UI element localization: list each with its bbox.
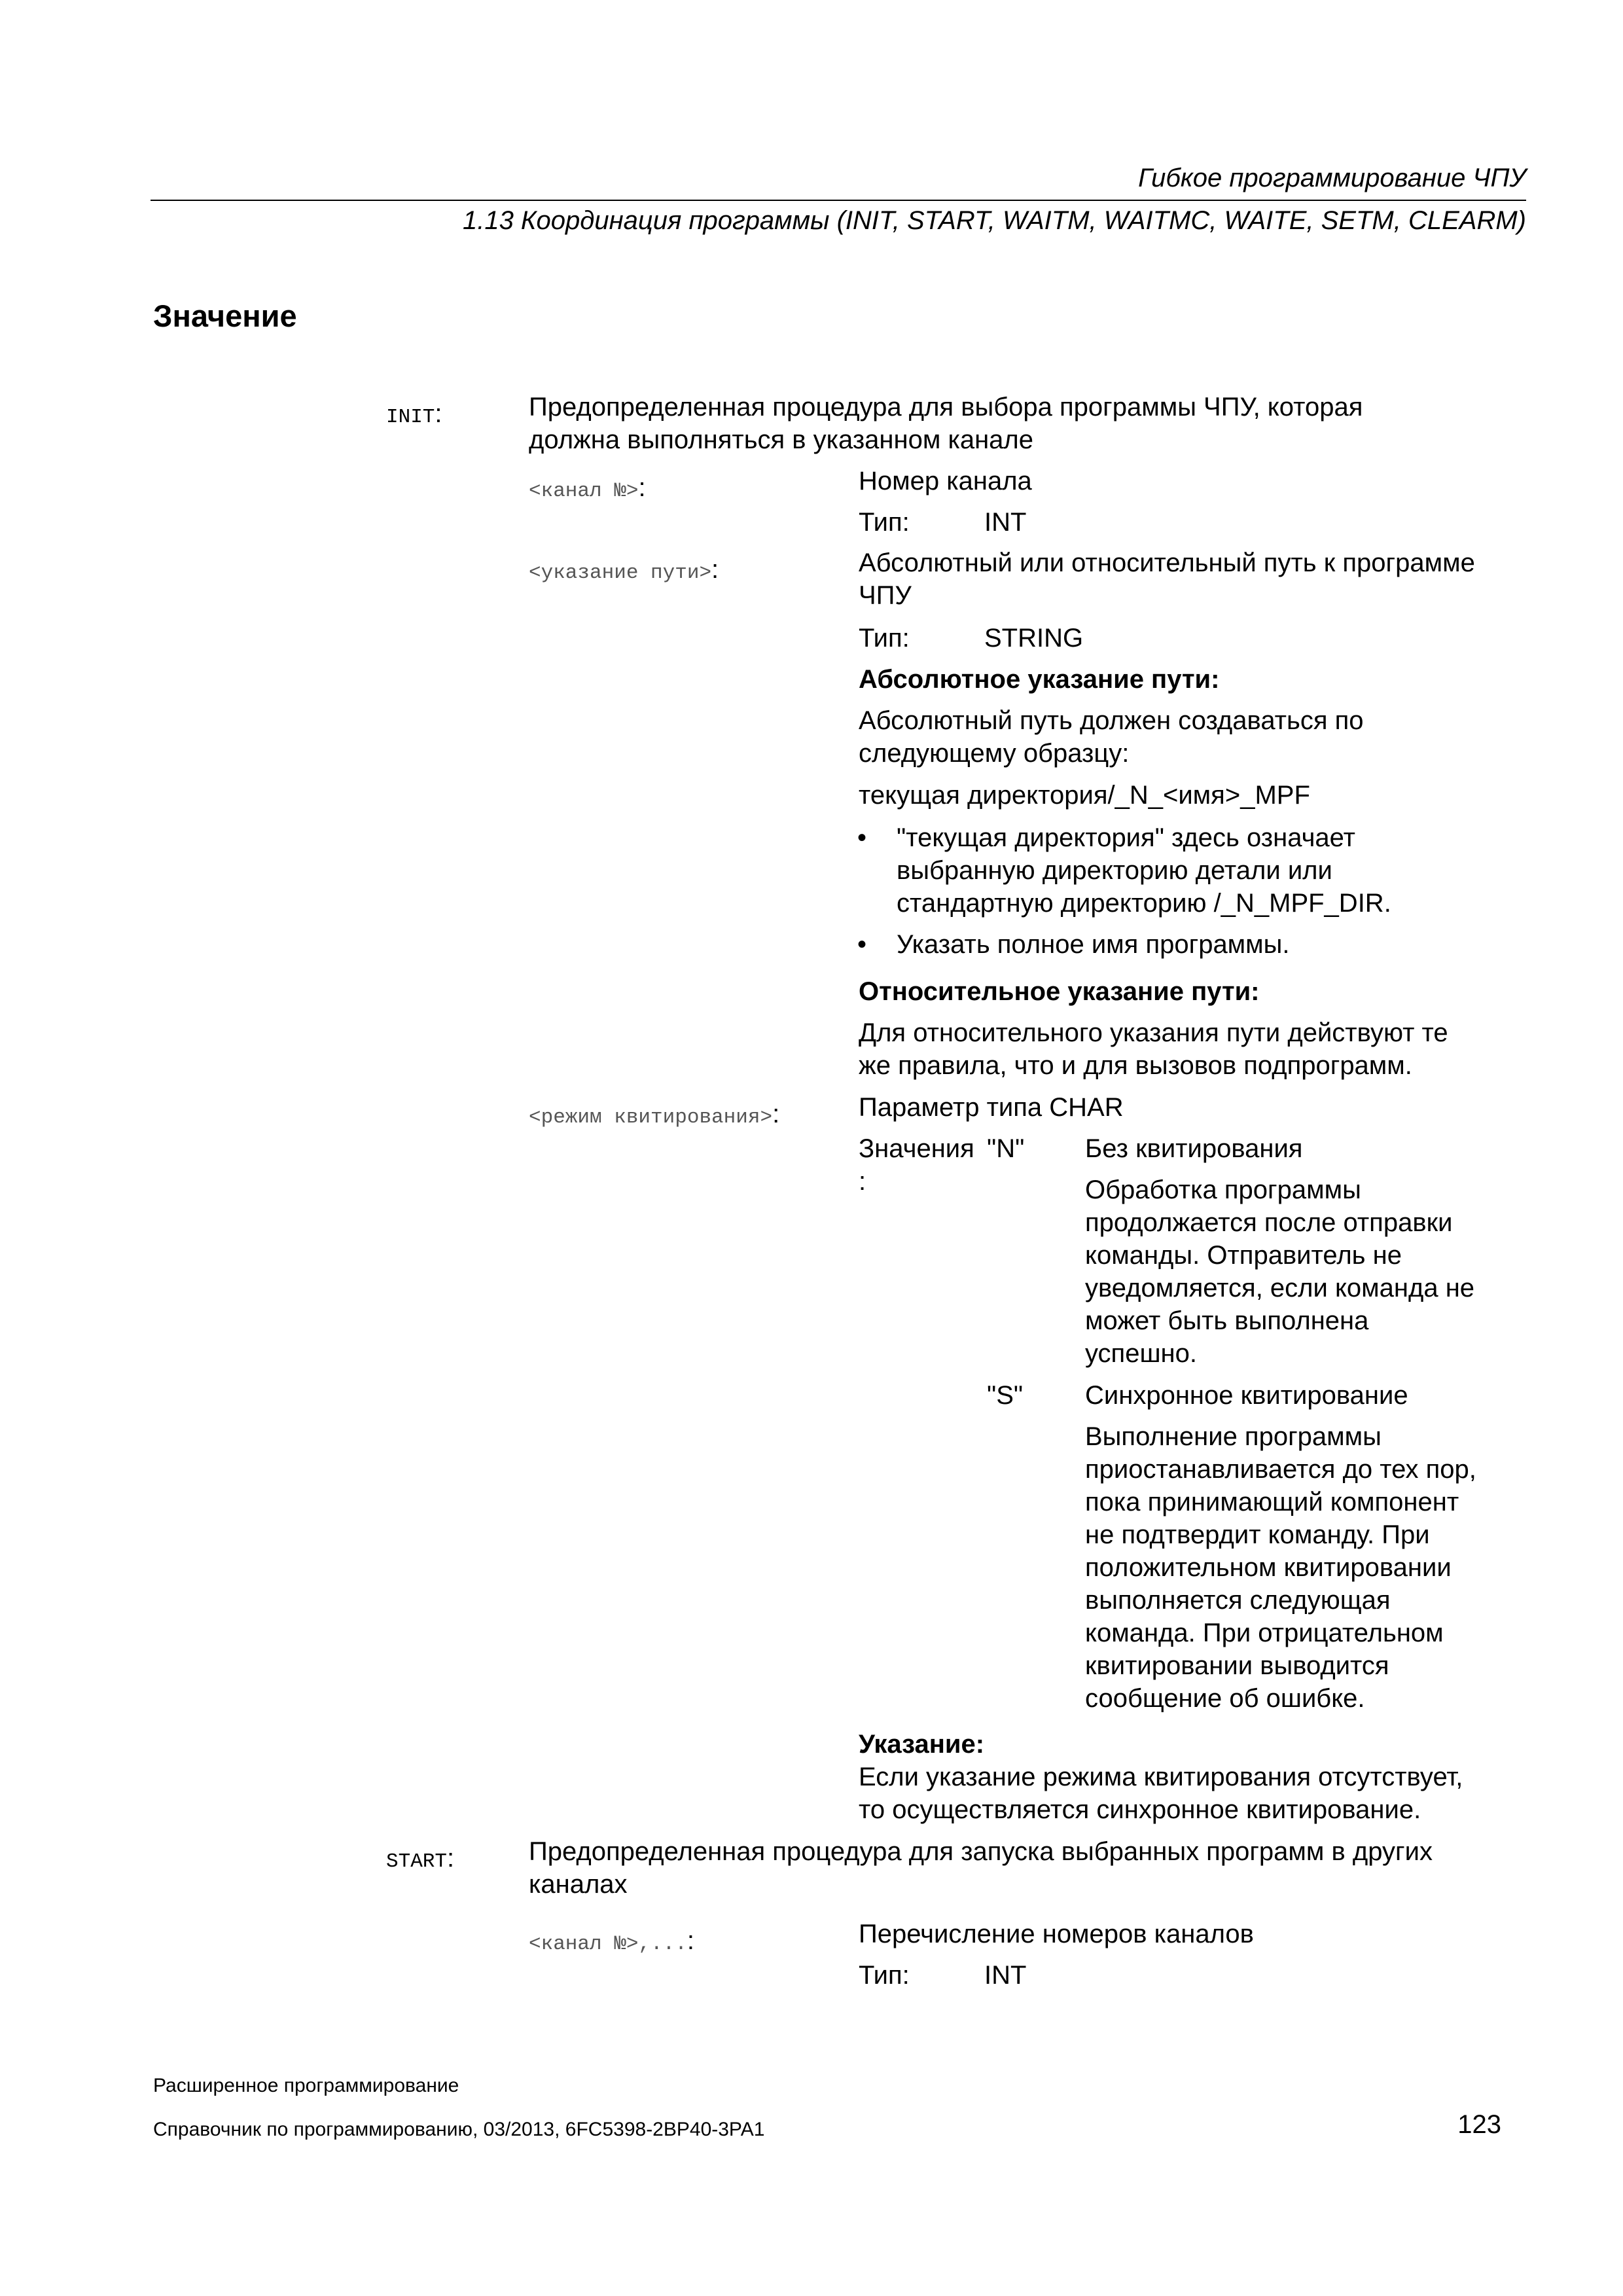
init-desc-line: Предопределенная процедура для выбора программы ЧПУ, которая bbox=[529, 393, 1363, 422]
ack-n-line: команды. Отправитель не bbox=[1085, 1241, 1402, 1270]
ack-s-line: квитировании выводится bbox=[1085, 1651, 1389, 1680]
running-header-section: 1.13 Координация программы (INIT, START, WAITM, WAITMC, WAITE, SETM, CLEARM) bbox=[462, 206, 1526, 235]
path-desc-line: Абсолютный или относительный путь к программе bbox=[859, 548, 1475, 577]
page-number: 123 bbox=[1457, 2110, 1501, 2139]
abs-desc-line: следующему образцу: bbox=[859, 739, 1130, 768]
start-desc-line: каналах bbox=[529, 1870, 628, 1899]
ack-colon: : bbox=[772, 1100, 780, 1128]
abs-path-heading: Абсолютное указание пути: bbox=[859, 665, 1220, 694]
ack-values-colon: : bbox=[859, 1167, 866, 1196]
ack-n-line: продолжается после отправки bbox=[1085, 1208, 1453, 1237]
ack-n-title: Без квитирования bbox=[1085, 1134, 1303, 1163]
rel-desc-line: Для относительного указания пути действуют те bbox=[859, 1018, 1448, 1047]
start-term bbox=[386, 1844, 454, 1873]
path-colon: : bbox=[711, 555, 719, 584]
ack-s-line: Выполнение программы bbox=[1085, 1422, 1382, 1451]
init-keyword: INIT bbox=[386, 406, 435, 429]
init-description bbox=[529, 391, 1363, 456]
bullet-item bbox=[897, 821, 1391, 920]
start-channels-colon: : bbox=[687, 1926, 694, 1955]
footer-title: Расширенное программирование bbox=[153, 2075, 459, 2096]
abs-path-desc bbox=[859, 704, 1364, 770]
bullet-line: выбранную директорию детали или bbox=[897, 856, 1332, 885]
section-title: Значение bbox=[153, 298, 297, 333]
path-type-value: STRING bbox=[984, 624, 1084, 653]
start-description bbox=[529, 1835, 1433, 1901]
path-param-name: <указание пути> bbox=[529, 562, 712, 584]
abs-path-pattern: текущая директория/_N_<имя>_MPF bbox=[859, 781, 1310, 810]
ack-s-line: приостанавливается до тех пор, bbox=[1085, 1455, 1476, 1484]
ack-values-label: Значения bbox=[859, 1134, 974, 1163]
bullet-line: • "текущая директория" здесь означает bbox=[897, 823, 1355, 852]
note-desc bbox=[859, 1761, 1463, 1826]
init-colon: : bbox=[435, 399, 442, 428]
header-rule bbox=[151, 200, 1526, 201]
path-param bbox=[529, 555, 719, 584]
channel-desc: Номер канала bbox=[859, 467, 1032, 495]
init-desc-line: должна выполняться в указанном канале bbox=[529, 425, 1034, 454]
rel-path-desc bbox=[859, 1016, 1448, 1082]
ack-param bbox=[529, 1100, 779, 1129]
footer-reference: Справочник по программированию, 03/2013, 6FC5398-2BP40-3PA1 bbox=[153, 2119, 765, 2140]
init-term bbox=[386, 399, 442, 429]
rel-desc-line: же правила, что и для вызовов подпрограмм. bbox=[859, 1051, 1412, 1080]
ack-s-line: не подтвердит команду. При bbox=[1085, 1520, 1430, 1549]
ack-s-desc bbox=[1085, 1420, 1476, 1715]
start-channels-name: <канал №>,... bbox=[529, 1933, 687, 1956]
ack-s-line: команда. При отрицательном bbox=[1085, 1619, 1444, 1647]
ack-n-line: успешно. bbox=[1085, 1339, 1197, 1368]
channel-param-name: <канал №> bbox=[529, 480, 639, 503]
note-heading: Указание: bbox=[859, 1730, 985, 1759]
start-keyword: START bbox=[386, 1850, 448, 1873]
channel-param bbox=[529, 473, 646, 503]
start-type-value: INT bbox=[984, 1961, 1027, 1990]
channel-type-label: Тип: bbox=[859, 508, 910, 537]
ack-s-value: "S" bbox=[987, 1381, 1024, 1410]
path-desc bbox=[859, 547, 1475, 612]
bullet-item bbox=[897, 928, 1290, 961]
ack-s-line: сообщение об ошибке. bbox=[1085, 1684, 1365, 1713]
start-type-label: Тип: bbox=[859, 1961, 910, 1990]
ack-s-title: Синхронное квитирование bbox=[1085, 1381, 1408, 1410]
rel-path-heading: Относительное указание пути: bbox=[859, 977, 1260, 1006]
ack-n-line: может быть выполнена bbox=[1085, 1306, 1369, 1335]
start-channels-desc: Перечисление номеров каналов bbox=[859, 1920, 1254, 1948]
ack-param-name: <режим квитирования> bbox=[529, 1106, 773, 1129]
ack-desc: Параметр типа CHAR bbox=[859, 1093, 1124, 1122]
start-desc-line: Предопределенная процедура для запуска выбранных программ в других bbox=[529, 1837, 1433, 1866]
ack-s-line: положительном квитировании bbox=[1085, 1553, 1452, 1582]
note-line: то осуществляется синхронное квитирование. bbox=[859, 1795, 1421, 1824]
path-type-label: Тип: bbox=[859, 624, 910, 653]
channel-type-value: INT bbox=[984, 508, 1027, 537]
note-line: Если указание режима квитирования отсутствует, bbox=[859, 1763, 1463, 1791]
bullet-line: • Указать полное имя программы. bbox=[897, 930, 1290, 959]
start-channels-param bbox=[529, 1926, 694, 1956]
running-header-chapter: Гибкое программирование ЧПУ bbox=[1138, 164, 1526, 192]
abs-desc-line: Абсолютный путь должен создаваться по bbox=[859, 706, 1364, 735]
channel-colon: : bbox=[638, 473, 646, 502]
start-colon: : bbox=[447, 1844, 455, 1873]
ack-n-line: Обработка программы bbox=[1085, 1175, 1361, 1204]
ack-s-line: пока принимающий компонент bbox=[1085, 1488, 1459, 1516]
ack-n-value: "N" bbox=[987, 1134, 1025, 1163]
bullet-line: стандартную директорию /_N_MPF_DIR. bbox=[897, 889, 1391, 918]
path-desc-line: ЧПУ bbox=[859, 581, 912, 610]
ack-s-line: выполняется следующая bbox=[1085, 1586, 1391, 1615]
ack-n-desc bbox=[1085, 1174, 1474, 1370]
ack-n-line: уведомляется, если команда не bbox=[1085, 1274, 1475, 1302]
